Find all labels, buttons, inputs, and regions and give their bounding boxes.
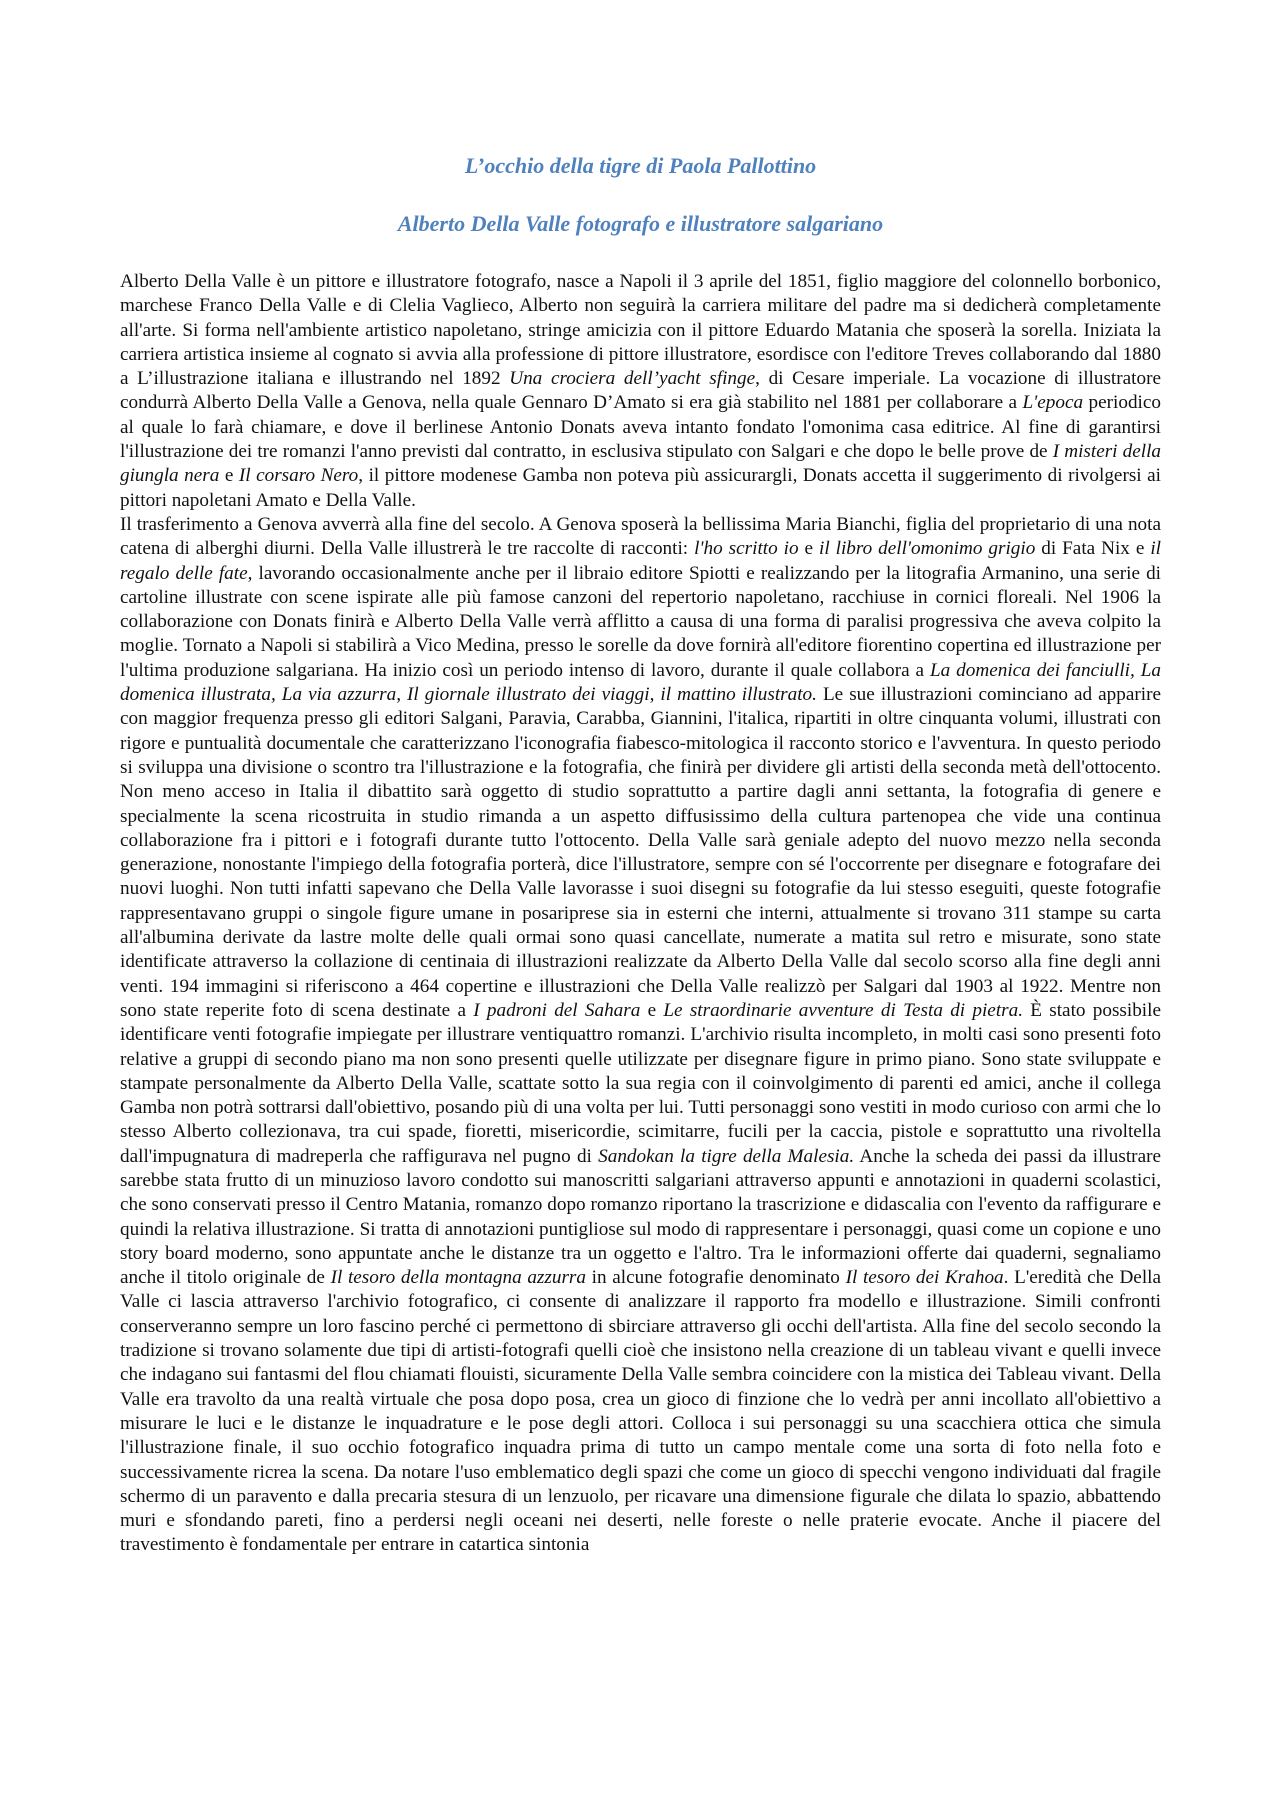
italic-title: l'ho scritto io — [694, 538, 799, 560]
text-run: Alberto Della Valle è un pittore e illustratore fotografo, nasce a Napoli il 3 aprile del 1851, figlio maggiore del colonnello borbonico, marchese Franco Della Valle e di Clelia Vaglieco, Alberto non seguirà la carriera militare del padre ma si dedicherà completamente all'arte. Si forma nell'ambiente artistico napoletano, stringe amicizia con il pittore Eduardo Matania che sposerà la sorella. Iniziata la carriera artistica insieme al cognato si avvia alla professione di pittore illustratore, esordisce con l'editore Treves collaborando dal 1880 a L’illustrazione italiana e illustrando nel 1892 — [120, 271, 1161, 390]
paragraph — [120, 270, 1161, 513]
text-run: e — [798, 538, 819, 560]
italic-title: Il tesoro della montagna azzurra — [330, 1267, 586, 1289]
text-run: periodico al quale lo farà chiamare, e dove il berlinese Antonio Donats aveva intanto fondato l'omonima casa editrice. Al fine di garantirsi l'illustrazione dei tre romanzi l'anno previsti dal contratto, in esclusiva stipulato con Salgari e che dopo le belle prove de — [120, 392, 1161, 463]
italic-title: La domenica dei fanciulli, La domenica illustrata, La via azzurra, Il giornale illustrato dei viaggi, il mattino illustrato. — [120, 659, 1161, 706]
italic-title: Le straordinarie avventure di Testa di pietra. — [663, 999, 1024, 1021]
text-run: Il trasferimento a Genova avverrà alla fine del secolo. A Genova sposerà la bellissima Maria Bianchi, figlia del proprietario di una nota catena di alberghi diurni. Della Valle illustrerà le tre raccolte di racconti: — [120, 513, 1161, 560]
text-run: È stato possibile identificare venti fotografie impiegate per illustrare ventiquattro romanzi. L'archivio risulta incompleto, in molti casi sono presenti foto relative a gruppi di secondo piano ma non sono presenti quelle utilizzate per disegnare figure in primo piano. Sono state sviluppate e stampate personalmente da Alberto Della Valle, scattate sotto la sua regia con il coinvolgimento di parenti ed amici, anche il collega Gamba non potrà sottrarsi dall'obiettivo, posando più di una volta per lui. Tutti personaggi sono vestiti in modo curioso con armi che lo stesso Alberto collezionava, tra cui spade, fioretti, misericordie, scimitarre, fucili per la caccia, pistole e soprattutto una rivoltella dall'impugnatura di madreperla che raffigurava nel pugno di — [120, 999, 1161, 1167]
italic-title: Il corsaro Nero — [238, 465, 359, 487]
text-run: , lavorando occasionalmente anche per il libraio editore Spiotti e realizzando per la litografia Armanino, una serie di cartoline illustrate con scene ispirate alle più famose canzoni del repertorio napoletano, racchiuse in cornici floreali. Nel 1906 la collaborazione con Donats finirà e Alberto Della Valle verrà afflitto a causa di una forma di paralisi progressiva che aveva colpito la moglie. Tornato a Napoli si stabilirà a Vico Medina, presso le sorelle da dove fornirà all'editore fiorentino copertina ed illustrazione per l'ultima produzione salgariana. Ha inizio così un periodo intenso di lavoro, durante il quale collabora a — [120, 562, 1161, 681]
paragraph — [120, 513, 1161, 1558]
italic-title: Una crociera dell’yacht sfinge — [509, 368, 756, 390]
italic-title: I padroni del Sahara — [473, 999, 641, 1021]
text-run: e — [640, 999, 664, 1021]
italic-title: Il tesoro dei Krahoa — [845, 1267, 1004, 1289]
italic-title: Sandokan la tigre della Malesia. — [598, 1145, 855, 1167]
text-run: Anche la scheda dei passi da illustrare sarebbe stata frutto di un minuzioso lavoro condotto sui manoscritti salgariani attraverso appunti e annotazioni in quaderni scolastici, che sono conservati presso il Centro Matania, romanzo dopo romanzo riportano la trascrizione e didascalia con l'evento da raffigurare e quindi la relativa illustrazione. Si tratta di annotazioni puntigliose sul modo di rappresentare i personaggi, quasi come un copione e uno story board moderno, sono appuntate anche le distanze tra un oggetto e l'altro. Tra le informazioni offerte dai quaderni, segnaliamo anche il titolo originale de — [120, 1145, 1161, 1289]
italic-title: il libro dell'omonimo grigio — [819, 538, 1036, 560]
text-run: , il pittore modenese Gamba non poteva più assicurargli, Donats accetta il suggerimento di rivolgersi ai pittori napoletani Amato e Della Valle. — [120, 465, 1161, 511]
text-run: . L'eredità che Della Valle ci lascia attraverso l'archivio fotografico, ci consente di analizzare il rapporto fra modello e illustrazione. Simili confronti conserveranno sempre un loro fascino perché ci permettono di sbirciare attraverso gli occhi dell'artista. Alla fine del secolo secondo la tradizione si trovano solamente due tipi di artisti-fotografi quelli cioè che insistono nella creazione di un tableau vivant e quelli invece che indagano sui fantasmi del flou chiamati flouisti, sicuramente Della Valle sembra coincidere con la mistica dei Tableau vivant. Della Valle era travolto da una realtà virtuale che posa dopo posa, crea un gioco di finzione che lo vedrà per anni incollato all'obiettivo a misurare le luci e le distanze le inquadrature e le pose degli attori. Colloca i sui personaggi su una scacchiera ottica che simula l'illustrazione finale, il suo occhio fotografico inquadra prima di tutto un campo mentale come una sorta di foto nella foto e successivamente ricrea la scena. Da notare l'uso emblematico degli spazi che come un gioco di specchi vengono individuati dal fragile schermo di un paravento e dalla precaria stesura di un lenzuolo, per ricavare una dimensione figurale che dilata lo spazio, abbattendo muri e sfondando pareti, fino a perdersi negli oceani nei deserti, nelle foreste o nelle praterie evocate. Anche il piacere del travestimento è fondamentale per entrare in catartica sintonia — [120, 1267, 1161, 1556]
italic-title: il regalo delle fate — [120, 538, 1161, 584]
document-title: L’occhio della tigre di Paola Pallottino — [464, 153, 817, 178]
text-run: di Fata Nix e — [1035, 538, 1151, 560]
text-run: , di Cesare imperiale. La vocazione di illustratore condurrà Alberto Della Valle a Genova, nella quale Gennaro D’Amato si era già stabilito nel 1881 per collaborare a — [120, 368, 1161, 414]
italic-title: L'epoca — [1022, 392, 1084, 414]
document-body — [120, 270, 1161, 1558]
text-run: Le sue illustrazioni cominciano ad apparire con maggior frequenza presso gli editori Salgani, Paravia, Carabba, Giannini, l'italica, ripartiti in oltre cinquanta volumi, illustrati con rigore e puntualità documentale che caratterizzano l'iconografia fiabesco-mitologica il racconto storico e l'avventura. In questo periodo si sviluppa una divisione o scontro tra l'illustrazione e la fotografia, che finirà per dividere gli artisti della seconda metà dell'ottocento. Non meno acceso in Italia il dibattito sarà oggetto di studio soprattutto a partire dagli anni settanta, la fotografia di genere e specialmente la scena ricostruita in studio rimanda a un aspetto diffusissimo della cultura partenopea che vide una continua collaborazione fra i pittori e i fotografi durante tutto l'ottocento. Della Valle sarà geniale adepto del nuovo mezzo nella seconda generazione, nonostante l'impiego della fotografia porterà, dice l'illustratore, sempre con sé l'occorrente per disegnare e fotografare dei nuovi luoghi. Non tutti infatti sapevano che Della Valle lavorasse i suoi disegni su fotografie da lui stesso eseguiti, queste fotografie rappresentavano gruppi o singole figure umane in posariprese sia in esterni che interni, attualmente si trovano 311 stampe su carta all'albumina derivate da lastre molte delle quali ormai sono quasi cancellate, numerate a matita sul retro e misurate, sono state identificate attraverso la collazione di centinaia di illustrazioni realizzate da Alberto Della Valle dal secolo scorso alla fine degli anni venti. 194 immagini si riferiscono a 464 copertine e illustrazioni che Della Valle realizzò per Salgari dal 1903 al 1922. Mentre non sono state reperite foto di scena destinate a — [120, 684, 1161, 1021]
text-run: e — [219, 465, 239, 487]
italic-title: I misteri della giungla nera — [120, 441, 1162, 487]
document-subtitle: Alberto Della Valle fotografo e illustratore salgariano — [397, 211, 884, 236]
text-run: in alcune fotografie denominato — [585, 1267, 846, 1289]
